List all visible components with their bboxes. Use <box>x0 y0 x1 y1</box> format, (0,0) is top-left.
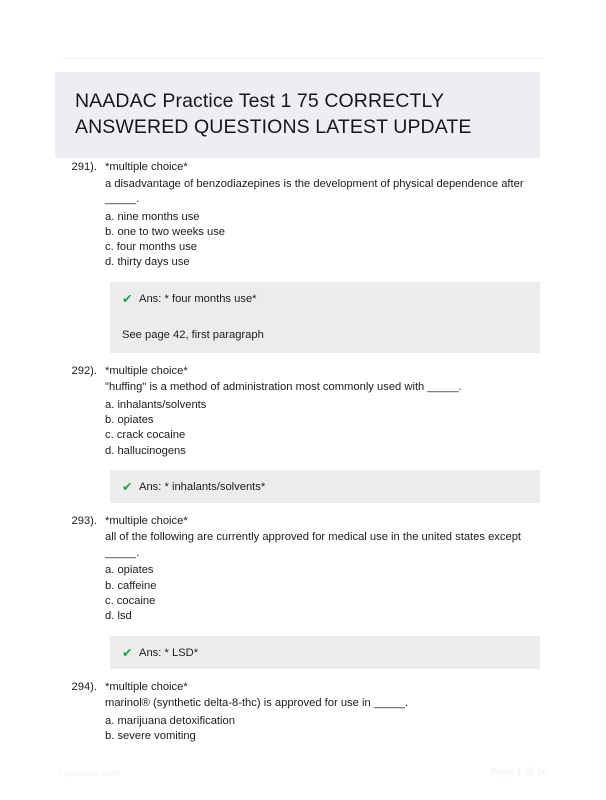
question-type-label: *multiple choice* <box>105 364 188 377</box>
answer-reveal-box <box>110 470 540 503</box>
question-item-294 <box>0 680 606 745</box>
answer-option-a[interactable]: a. inhalants/solvents <box>105 398 207 411</box>
question-stem: a disadvantage of benzodiazepines is the development of physical dependence after <box>105 177 524 190</box>
answer-option-d[interactable]: d. hallucinogens <box>105 444 186 457</box>
question-type-label: *multiple choice* <box>105 514 188 527</box>
answer-option-d[interactable]: d. thirty days use <box>105 256 190 269</box>
answer-option-b[interactable]: b. one to two weeks use <box>105 225 226 238</box>
question-stem-continuation: _____. <box>105 546 140 559</box>
document-title-banner <box>55 72 540 158</box>
question-head <box>0 514 606 625</box>
answer-option-a[interactable]: a. marijuana detoxification <box>105 714 235 727</box>
answer-option-d[interactable]: d. lsd <box>105 610 132 623</box>
question-item-293 <box>0 514 606 669</box>
question-body <box>105 514 606 625</box>
check-icon: ✔ <box>122 291 133 306</box>
answer-text: Ans: * inhalants/solvents* <box>139 480 266 493</box>
question-head <box>0 680 606 745</box>
answer-option-c[interactable]: c. four months use <box>105 241 198 254</box>
answer-option-a[interactable]: a. nine months use <box>105 210 200 223</box>
question-stem-continuation: _____. <box>105 193 140 205</box>
question-list <box>0 160 606 755</box>
answer-text: Ans: * four months use* <box>139 292 257 305</box>
question-number: 294). <box>71 680 97 693</box>
answer-line <box>122 478 528 495</box>
question-body <box>105 364 606 459</box>
question-head <box>0 160 606 271</box>
question-body <box>105 160 606 271</box>
question-item-291 <box>0 160 606 353</box>
answer-option-c[interactable]: c. cocaine <box>105 594 156 607</box>
answer-option-list <box>105 210 546 271</box>
check-icon: ✔ <box>122 479 133 494</box>
question-head <box>0 364 606 459</box>
question-stem: marinol® (synthetic delta-8-thc) is approved for use in _____. <box>105 697 408 710</box>
answer-option-b[interactable]: b. severe vomiting <box>105 729 196 742</box>
question-type-label: *multiple choice* <box>105 161 188 173</box>
question-number: 292). <box>71 364 97 377</box>
question-stem: all of the following are currently approved for medical use in the united states except <box>105 531 522 544</box>
question-stem: "huffing" is a method of administration most commonly used with _____. <box>105 381 462 394</box>
answer-option-b[interactable]: b. opiates <box>105 413 154 426</box>
answer-option-list <box>105 398 546 459</box>
question-type-label: *multiple choice* <box>105 680 188 693</box>
question-item-292 <box>0 364 606 503</box>
page-title: NAADAC Practice Test 1 75 CORRECTLY ANSWERED QUESTIONS LATEST UPDATE <box>75 90 472 138</box>
answer-reference-note: See page 42, first paragraph <box>122 328 264 341</box>
question-number: 291). <box>71 161 97 173</box>
question-body <box>105 680 606 745</box>
answer-option-list <box>105 563 546 624</box>
answer-option-list <box>105 714 546 745</box>
answer-option-c[interactable]: c. crack cocaine <box>105 429 186 442</box>
site-watermark: PaperStic.com <box>58 767 121 778</box>
header-divider <box>62 58 544 59</box>
check-icon: ✔ <box>122 645 133 660</box>
page-footer <box>58 767 548 778</box>
answer-option-b[interactable]: b. caffeine <box>105 579 157 592</box>
answer-line <box>122 644 528 661</box>
answer-reveal-box <box>110 636 540 669</box>
answer-reveal-box <box>110 282 540 353</box>
answer-option-a[interactable]: a. opiates <box>105 564 154 577</box>
answer-line <box>122 290 528 307</box>
question-number: 293). <box>71 514 97 527</box>
page-number-label: Page 1 of 20 <box>490 767 548 778</box>
answer-text: Ans: * LSD* <box>139 646 199 659</box>
